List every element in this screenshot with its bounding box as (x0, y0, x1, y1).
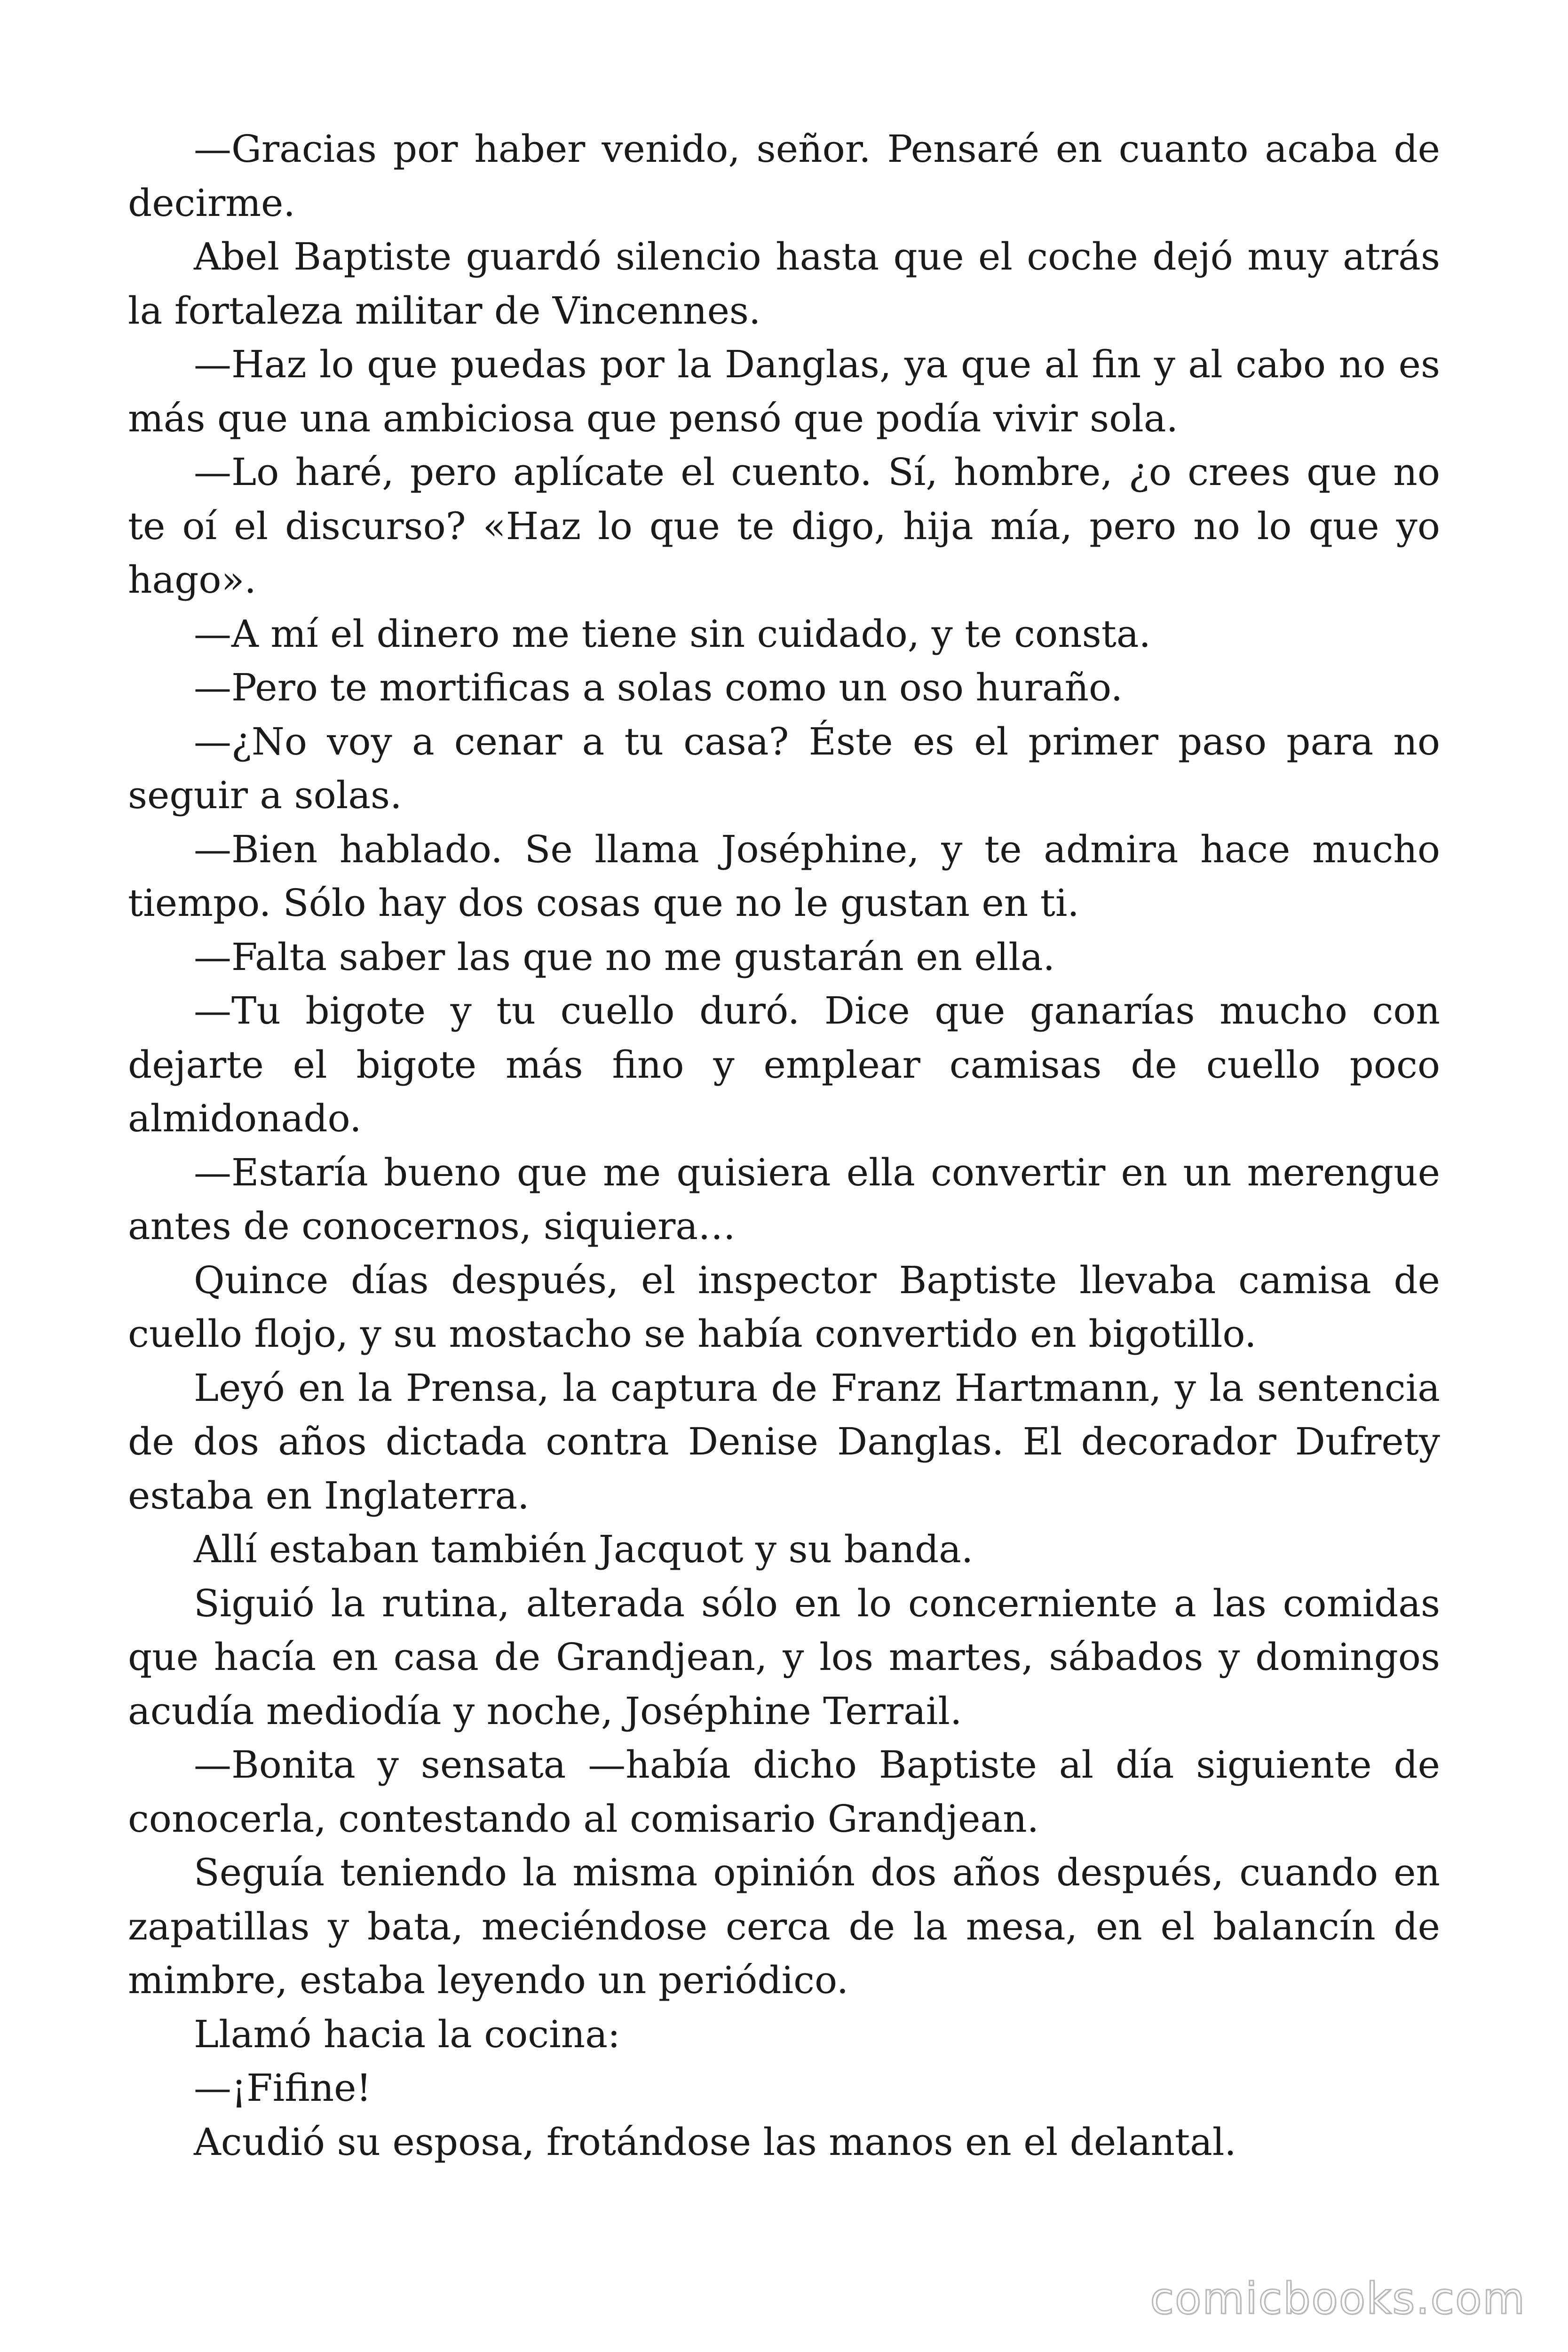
paragraph-17: Seguía teniendo la misma opinión dos años después, cuando en zapatillas y bata, meciéndose cerca de la mesa, en el balancín de mimbre, estaba leyendo un periódico. (128, 1851, 1440, 2002)
paragraph-2: Abel Baptiste guardó silencio hasta que el coche dejó muy atrás la fortaleza militar de Vincennes. (128, 235, 1440, 333)
paragraph-13: Leyó en la Prensa, la captura de Franz Hartmann, y la sentencia de dos años dictada contra Denise Danglas. El decorador Dufrety estaba en Inglaterra. (128, 1366, 1440, 1518)
paragraph-15: Siguió la rutina, alterada sólo en lo concerniente a las comidas que hacía en casa de Grandjean, y los martes, sábados y domingos acudía mediodía y noche, Joséphine Terrail. (128, 1581, 1440, 1733)
paragraph-3: —Haz lo que puedas por la Danglas, ya que al fin y al cabo no es más que una ambiciosa que pensó que podía vivir sola. (128, 342, 1440, 440)
paragraph-1: —Gracias por haber venido, señor. Pensaré en cuanto acaba de decirme. (128, 127, 1440, 225)
paragraph-12: Quince días después, el inspector Baptiste llevaba camisa de cuello flojo, y su mostacho se había convertido en bigotillo. (128, 1258, 1440, 1356)
book-page-text (128, 122, 1440, 2169)
paragraph-5: —A mí el dinero me tiene sin cuidado, y te consta. (194, 612, 1151, 656)
paragraph-11: —Estaría bueno que me quisiera ella convertir en un merengue antes de conocernos, siquiera… (128, 1150, 1440, 1248)
paragraph-19: —¡Fifine! (194, 2066, 372, 2110)
paragraph-10: —Tu bigote y tu cuello duró. Dice que ganarías mucho con dejarte el bigote más fino y emplear camisas de cuello poco almidonado. (128, 989, 1440, 1140)
paragraph-7: —¿No voy a cenar a tu casa? Éste es el primer paso para no seguir a solas. (128, 719, 1440, 817)
paragraph-9: —Falta saber las que no me gustarán en ella. (194, 935, 1055, 979)
site-watermark: comicbooks.com (1150, 2273, 1526, 2324)
paragraph-16: —Bonita y sensata —había dicho Baptiste al día siguiente de conocerla, contestando al comisario Grandjean. (128, 1743, 1440, 1841)
paragraph-18: Llamó hacia la cocina: (194, 2012, 620, 2056)
paragraph-4: —Lo haré, pero aplícate el cuento. Sí, hombre, ¿o crees que no te oí el discurso? «Haz lo que te digo, hija mía, pero no lo que yo hago». (128, 450, 1440, 602)
paragraph-20: Acudió su esposa, frotándose las manos en el delantal. (194, 2120, 1236, 2164)
paragraph-14: Allí estaban también Jacquot y su banda. (194, 1527, 974, 1571)
paragraph-6: —Pero te mortificas a solas como un oso huraño. (194, 666, 1123, 709)
paragraph-8: —Bien hablado. Se llama Joséphine, y te admira hace mucho tiempo. Sólo hay dos cosas que no le gustan en ti. (128, 827, 1440, 925)
